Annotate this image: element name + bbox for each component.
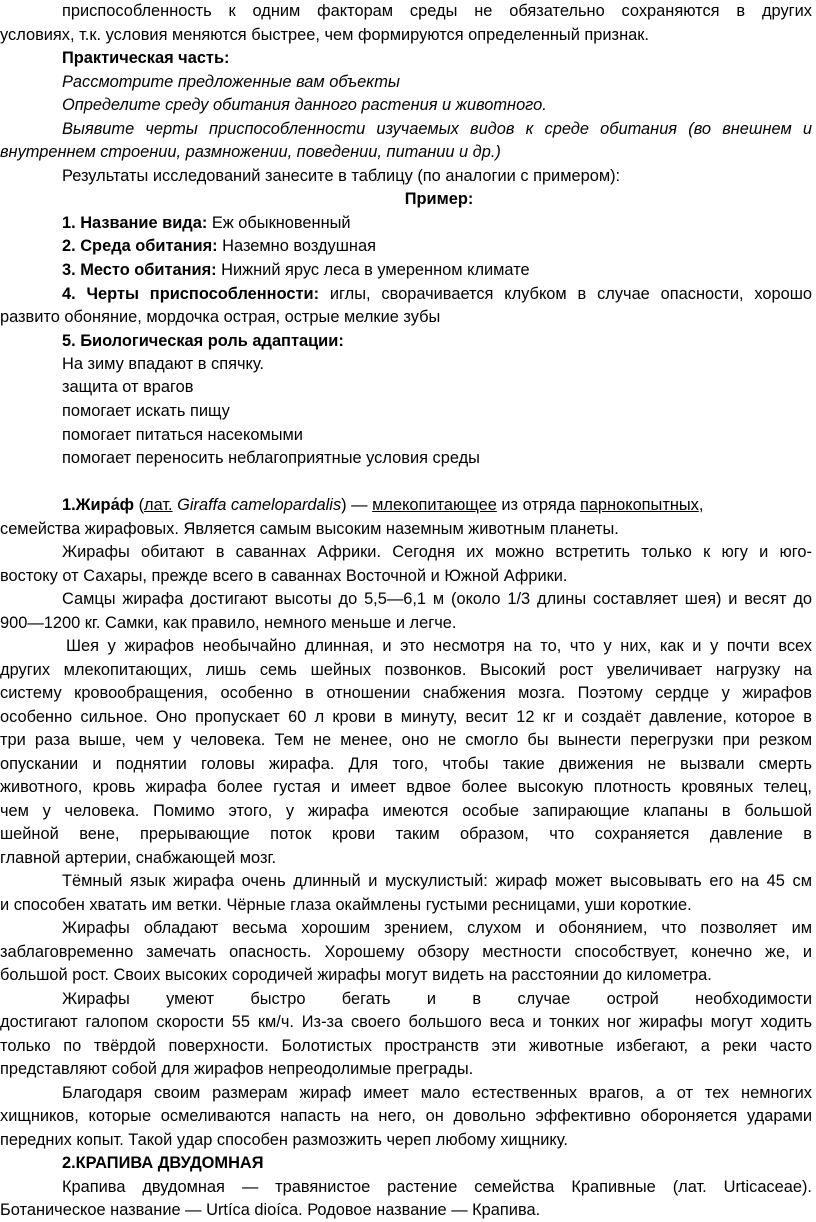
- giraffe-tongue-line-1: Тёмный язык жирафа очень длинный и мускулистый: жираф может высовывать его на 45 см: [62, 872, 812, 890]
- example-heading: Пример:: [404, 190, 474, 208]
- practical-heading: Практическая часть:: [62, 49, 230, 67]
- role-list-item: помогает переносить неблагоприятные условия среды: [62, 449, 480, 467]
- giraffe-neck-line: главной артерии, снабжающей мозг.: [0, 849, 277, 867]
- practical-task-3-line-1: Выявите черты приспособленности изучаемых видов к среде обитания (во внешнем и: [62, 120, 812, 138]
- giraffe-neck-line: особенно сильное. Оно пропускает 60 л крови в минуту, весит 12 кг и создаёт давление, которое в: [0, 708, 812, 726]
- example-item-4: 4. Черты приспособленности: иглы, сворачивается клубком в случае опасности, хорошо: [62, 285, 812, 303]
- intro-line-1: приспособленность к одним факторам среды не обязательно сохраняются в других: [62, 2, 812, 20]
- giraffe-run-line: достигают галопом скорости 55 км/ч. Из-за своего большого веса и тонких ног жирафы могут ходить: [0, 1013, 812, 1031]
- example-item-1: 1. Название вида: Еж обыкновенный: [62, 214, 351, 232]
- giraffe-neck-line: Шея у жирафов необычайно длинная, и это несмотря на то, что у них, как и у почти всех: [66, 637, 812, 655]
- giraffe-title-line: 1.Жира́ф (лат. Giraffa camelopardalis) — млекопитающее из отряда парнокопытных,: [62, 496, 704, 514]
- example-item-2: 2. Среда обитания: Наземно воздушная: [62, 237, 376, 255]
- giraffe-enemies-line: Благодаря своим размерам жираф имеет мало естественных врагов, а от тех немногих: [62, 1084, 812, 1102]
- example-item-4-cont: развито обоняние, мордочка острая, острые мелкие зубы: [0, 308, 441, 326]
- role-list-item: помогает питаться насекомыми: [62, 426, 303, 444]
- giraffe-neck-line: животного, кровь жирафа более густая и имеет вдвое более высокую плотность кровяных телец,: [0, 778, 812, 796]
- giraffe-habitat-line-1: Жирафы обитают в саваннах Африки. Сегодня их можно встретить только к югу и юго-: [62, 543, 812, 561]
- giraffe-tongue-line-2: и способен хватать им ветки. Чёрные глаза окаймлены густыми ресницами, уши короткие.: [0, 896, 692, 914]
- practical-task-3-line-2: внутреннем строении, размножении, поведении, питании и др.): [0, 143, 501, 161]
- giraffe-neck-line: шейной вене, прерывающие поток крови таким образом, что сохраняется давление в: [0, 825, 812, 843]
- nettle-line-1: Крапива двудомная — травянистое растение семейства Крапивные (лат. Urticaceae).: [62, 1178, 812, 1196]
- intro-line-2: условиях, т.к. условия меняются быстрее, чем формируются определенный признак.: [0, 26, 649, 44]
- giraffe-enemies-line: передних копыт. Такой удар способен размозжить череп любому хищнику.: [0, 1131, 568, 1149]
- role-list-item: помогает искать пищу: [62, 402, 230, 420]
- practical-results: Результаты исследований занесите в таблицу (по аналогии с примером):: [62, 167, 621, 185]
- nettle-title: 2.КРАПИВА ДВУДОМНАЯ: [62, 1154, 264, 1172]
- giraffe-run-line: только по твёрдой поверхности. Болотистых пространств эти животные избегают, а реки часто: [0, 1037, 812, 1055]
- role-list-item: защита от врагов: [62, 378, 194, 396]
- mammal-link[interactable]: млекопитающее: [372, 496, 497, 514]
- giraffe-neck-line: чем у человека. Помимо этого, у жирафа имеются особые запирающие клапаны в большой: [0, 802, 812, 820]
- giraffe-senses-line: заблаговременно замечать опасность. Хорошему обзору местности способствует, конечно же, и: [0, 943, 812, 961]
- lat-link[interactable]: лат.: [144, 496, 173, 514]
- giraffe-run-line: Жирафы умеют быстро бегать и в случае острой необходимости: [62, 990, 812, 1008]
- giraffe-senses-line: Жирафы обладают весьма хорошим зрением, слухом и обонянием, что позволяет им: [62, 919, 812, 937]
- artiodactyl-link[interactable]: парнокопытных: [579, 496, 699, 514]
- giraffe-neck-line: опускании и поднятии головы жирафа. Для того, чтобы такие движения не вызвали смерть: [0, 755, 812, 773]
- giraffe-habitat-line-2: востоку от Сахары, прежде всего в саваннах Восточной и Южной Африки.: [0, 567, 568, 585]
- giraffe-neck-line: три раза выше, чем у человека. Тем не менее, оно не смогло бы вынести перегрузки при резком: [0, 731, 812, 749]
- practical-task-1: Рассмотрите предложенные вам объекты: [62, 73, 400, 91]
- giraffe-neck-line: систему кровообращения, особенно в отношении снабжения мозга. Поэтому сердце у жирафов: [0, 684, 812, 702]
- giraffe-enemies-line: хищников, которые осмеливаются напасть на него, он довольно эффективно обороняется ударами: [0, 1107, 812, 1125]
- giraffe-run-line: представляют собой для жирафов непреодолимые преграды.: [0, 1060, 474, 1078]
- example-item-3: 3. Место обитания: Нижний ярус леса в умеренном климате: [62, 261, 530, 279]
- role-list-item: На зиму впадают в спячку.: [62, 355, 264, 373]
- nettle-line-2: Ботаническое название — Urtíca dioíca. Родовое название — Крапива.: [0, 1201, 541, 1219]
- giraffe-size-line-2: 900—1200 кг. Самки, как правило, немного меньше и легче.: [0, 614, 457, 632]
- giraffe-neck-line: других млекопитающих, лишь семь шейных позвонков. Высокий рост увеличивает нагрузку на: [0, 661, 812, 679]
- practical-task-2: Определите среду обитания данного растения и животного.: [62, 96, 547, 114]
- giraffe-size-line-1: Самцы жирафа достигают высоты до 5,5—6,1 м (около 1/3 длины составляет шея) и весят до: [62, 590, 812, 608]
- giraffe-line-2: семейства жирафовых. Является самым высоким наземным животным планеты.: [0, 520, 619, 538]
- giraffe-title: 1.Жира́ф: [62, 496, 135, 514]
- giraffe-senses-line: большой рост. Своих высоких сородичей жирафы могут видеть на расстоянии до километра.: [0, 966, 712, 984]
- example-item-5: 5. Биологическая роль адаптации:: [62, 332, 344, 350]
